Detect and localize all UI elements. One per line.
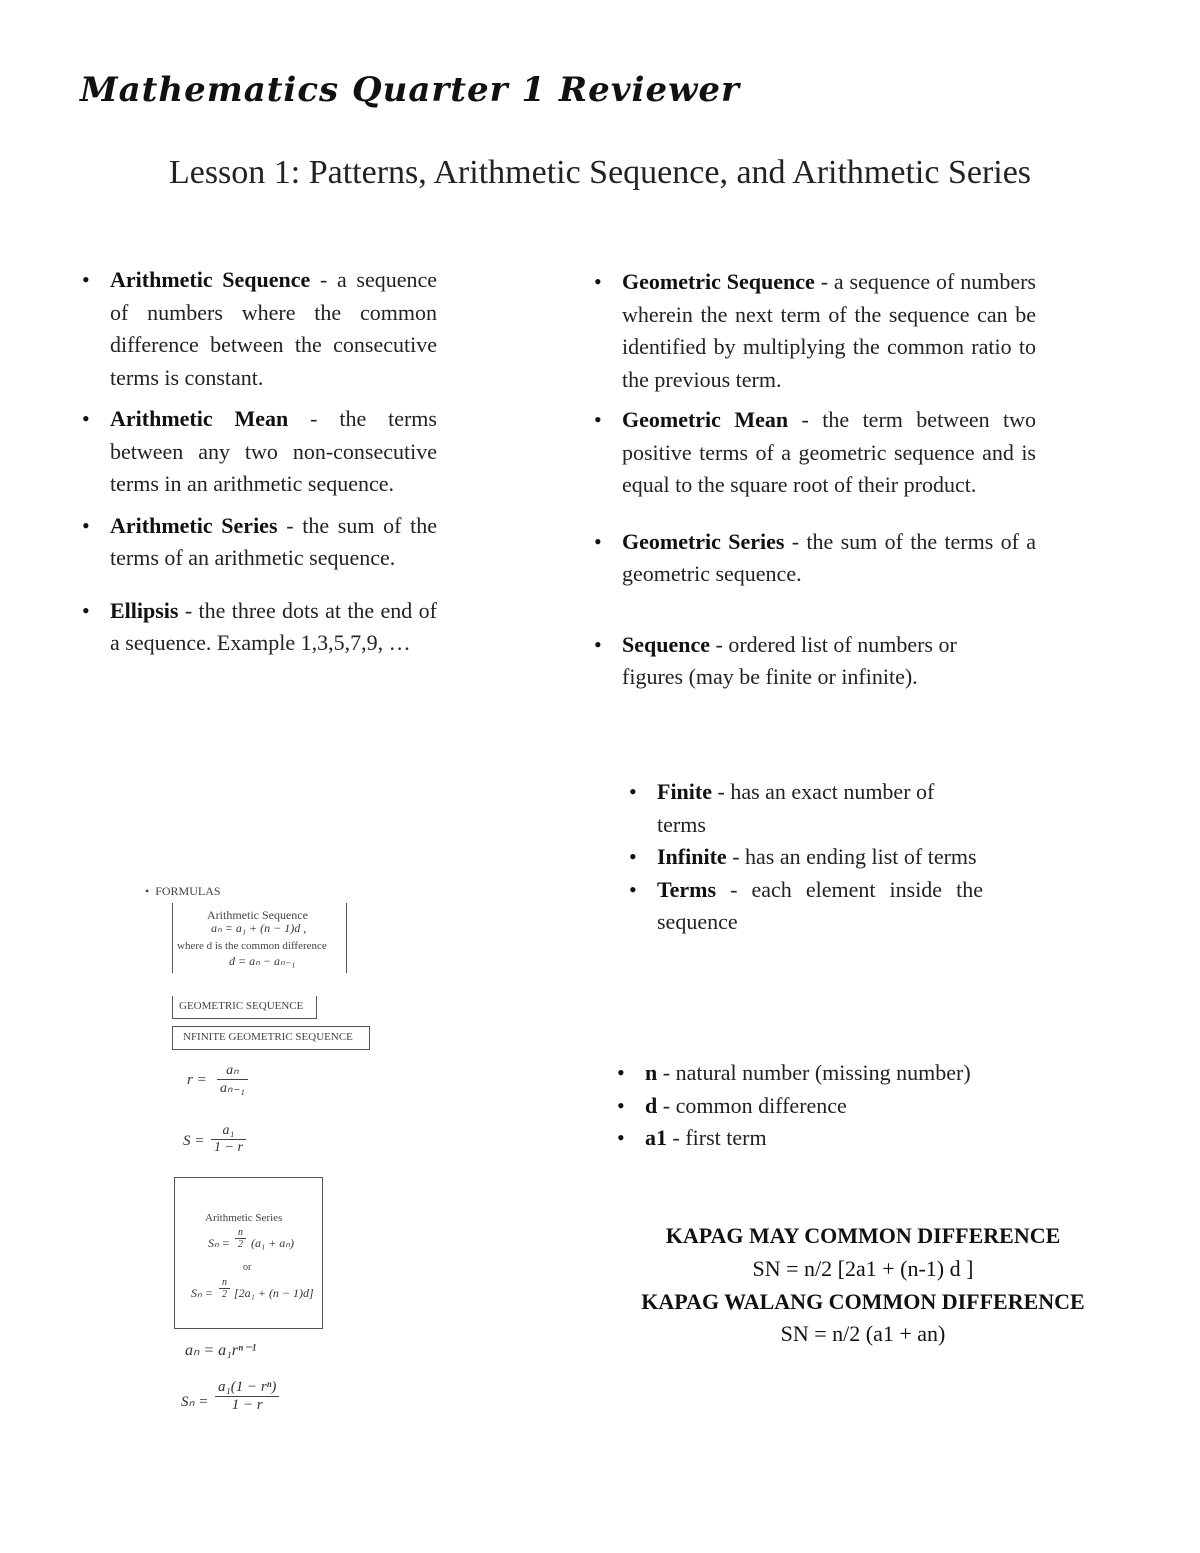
variables-list — [615, 1057, 1055, 1155]
list-item — [627, 841, 983, 874]
ratio-denominator: aₙ₋₁ — [220, 1081, 245, 1096]
arith-series-f1-fraction — [235, 1227, 246, 1250]
arith-series-title: Arithmetic Series — [205, 1212, 283, 1224]
with-difference-label: KAPAG MAY COMMON DIFFERENCE — [665, 1223, 1061, 1248]
term: Finite — [657, 779, 712, 804]
arith-series-f2-fraction — [219, 1277, 230, 1300]
list-item — [615, 1090, 1055, 1123]
term: Geometric Mean — [622, 407, 789, 432]
definition: - the sum of the terms of a geometric sequence. — [622, 528, 1036, 586]
ratio-numerator: aₙ — [217, 1062, 248, 1080]
definition: - has an ending list of terms — [726, 844, 977, 869]
list-item — [627, 776, 983, 841]
infinite-sum-fraction — [211, 1123, 246, 1156]
infinite-sum-lhs: S = — [183, 1133, 205, 1149]
definition: - the three dots at the end of a sequence. Example 1,3,5,7,9, … — [110, 597, 437, 655]
geometric-sum-fraction — [215, 1379, 279, 1414]
list-item — [592, 526, 1036, 591]
list-item — [80, 264, 437, 394]
arith-series-f2-denominator: 2 — [222, 1289, 227, 1300]
without-difference-formula: SN = n/2 (a1 + an) — [780, 1321, 946, 1346]
term: n — [645, 1060, 658, 1085]
definition: - each element inside the sequence — [657, 876, 983, 934]
term: Terms — [657, 876, 717, 902]
infinite-geometric-sequence-label: NFINITE GEOMETRIC SEQUENCE — [183, 1031, 353, 1043]
right-definitions-list — [592, 266, 1036, 694]
formulas-heading: FORMULAS — [155, 884, 221, 898]
definition: - natural number (missing number) — [657, 1060, 971, 1085]
infinite-sum-numerator: a₁ — [211, 1123, 246, 1140]
lesson-title: Lesson 1: Patterns, Arithmetic Sequence, and Arithmetic Series — [168, 154, 1032, 191]
arith-seq-diff: d = aₙ − aₙ₋₁ — [229, 954, 296, 968]
with-difference-formula: SN = n/2 [2a1 + (n-1) d ] — [752, 1256, 974, 1281]
formulas-image — [145, 880, 465, 1440]
definition: - the sum of the terms of an arithmetic sequence. — [110, 512, 437, 570]
arith-series-f2-numerator: n — [219, 1277, 230, 1289]
term: Arithmetic Series — [110, 512, 278, 538]
geometric-sequence-box — [172, 996, 317, 1019]
list-item — [615, 1057, 1055, 1090]
term: Arithmetic Mean — [110, 406, 289, 431]
left-definitions-list — [80, 264, 437, 669]
definition: - first term — [667, 1125, 767, 1150]
list-item — [627, 874, 983, 939]
arith-series-f2-rhs: [2a₁ + (n − 1)d] — [234, 1286, 314, 1300]
term: Geometric Sequence — [622, 269, 815, 294]
list-item — [80, 510, 437, 575]
list-item — [592, 266, 1036, 396]
arithmetic-series-box — [174, 1177, 323, 1329]
definition: - the term between two positive terms of a geometric sequence and is equal to the square root of their product. — [622, 407, 1037, 497]
term: Sequence — [622, 631, 710, 657]
sequence-types-list — [627, 776, 983, 939]
list-item — [592, 629, 1002, 694]
term: Geometric Series — [622, 528, 785, 554]
document-title: Mathematics Quarter 1 Reviewer — [80, 70, 740, 110]
term: Infinite — [657, 844, 727, 869]
list-item — [592, 404, 1036, 502]
geometric-nth-term: aₙ = a₁rⁿ⁻¹ — [185, 1342, 257, 1359]
geometric-sum-numerator: a₁(1 − rⁿ) — [215, 1379, 279, 1397]
ratio-fraction — [217, 1062, 248, 1097]
arith-series-f1-denominator: 2 — [238, 1239, 243, 1250]
without-difference-label: KAPAG WALANG COMMON DIFFERENCE — [641, 1289, 1085, 1314]
term: a1 — [645, 1125, 667, 1150]
arith-seq-formula: aₙ = a₁ + (n − 1)d , — [211, 921, 307, 935]
term: d — [645, 1092, 658, 1118]
arith-seq-title: Arithmetic Sequence — [207, 908, 308, 922]
bullet-icon: • — [145, 884, 156, 898]
arith-series-f1-numerator: n — [235, 1227, 246, 1239]
definition: - common difference — [657, 1092, 847, 1118]
list-item — [80, 403, 437, 501]
ratio-lhs: r = — [187, 1072, 207, 1088]
geometric-sum-denominator: 1 − r — [231, 1397, 263, 1413]
geometric-sum-lhs: Sₙ = — [181, 1394, 209, 1410]
term: Ellipsis — [110, 597, 179, 623]
arith-series-f2-lhs: Sₙ = — [191, 1286, 213, 1300]
definition: - the terms between any two non-consecutive terms in an arithmetic sequence. — [110, 406, 437, 496]
list-item — [615, 1122, 1055, 1155]
arith-series-f1-rhs: (a₁ + aₙ) — [251, 1236, 295, 1250]
arith-series-or: or — [243, 1262, 252, 1273]
geometric-sequence-label: GEOMETRIC SEQUENCE — [179, 1000, 304, 1012]
arithmetic-sequence-box — [172, 903, 347, 973]
definition: - ordered list of numbers or figures (may be finite or infinite). — [622, 631, 957, 689]
arith-seq-note: where d is the common difference — [177, 940, 327, 952]
definition: - a sequence of numbers where the common difference between the consecutive terms is constant. — [110, 267, 437, 390]
definition: - has an exact number of terms — [657, 779, 935, 837]
infinite-geometric-sequence-box — [172, 1026, 370, 1050]
formulas-heading-row — [145, 884, 221, 899]
definition: - a sequence of numbers wherein the next term of the sequence can be identified by multiplying the common ratio to the previous term. — [622, 269, 1036, 392]
arith-series-f1-lhs: Sₙ = — [208, 1236, 230, 1250]
list-item — [80, 595, 437, 660]
infinite-sum-denominator: 1 − r — [214, 1140, 243, 1155]
term: Arithmetic Sequence — [110, 267, 311, 292]
